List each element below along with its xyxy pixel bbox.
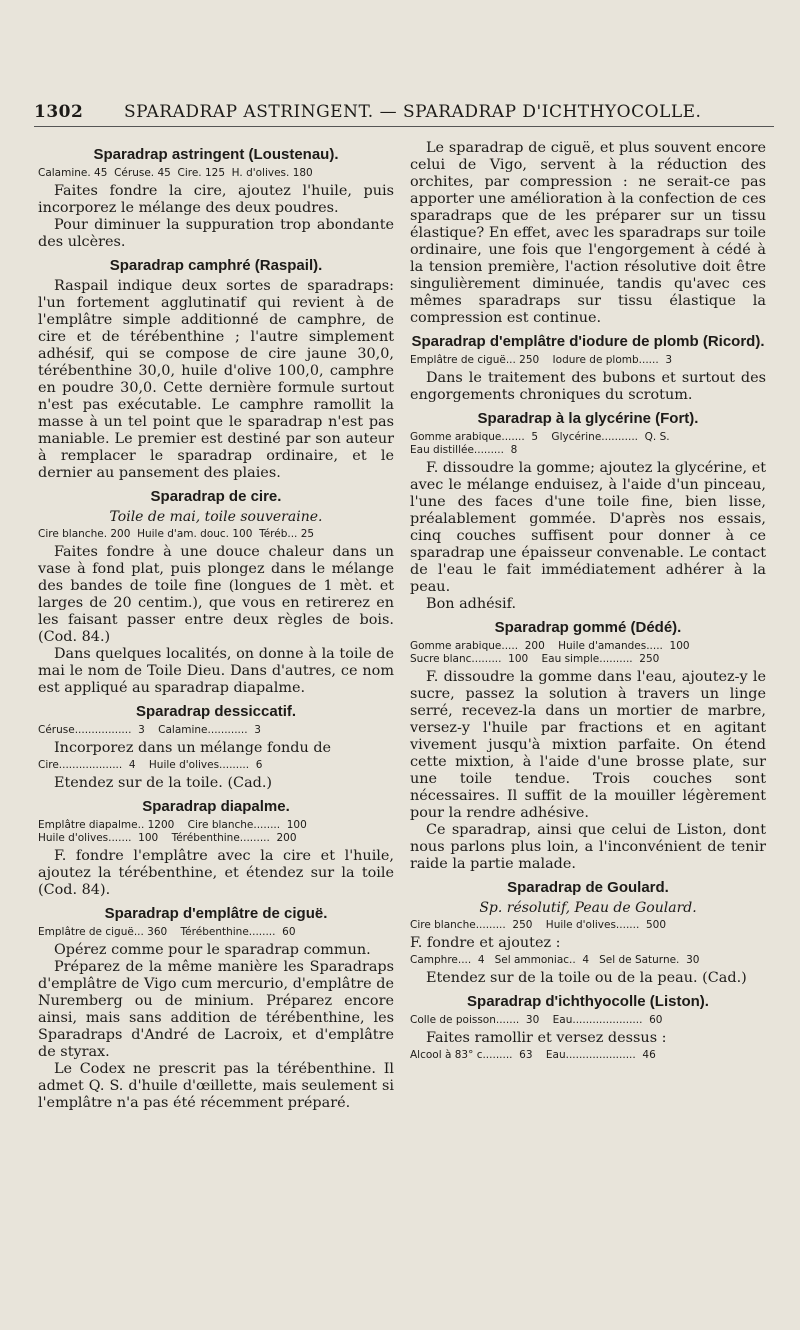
paragraph: Dans le traitement des bubons et surtout des engorgements chroniques du scrotum. (410, 370, 766, 403)
section-title: Sparadrap de cire. (150, 488, 282, 505)
recipe-line: Cire blanche......... 250 Huile d'olives....... 500 (410, 919, 667, 931)
paragraph: Bon adhésif. (426, 596, 517, 612)
recipe-table: Gomme arabique..... 200 Huile d'amandes..... 100 Sucre blanc......... 100 Eau simple.......... 250 (410, 640, 690, 665)
section-title: Sparadrap camphré (Raspail). (109, 257, 323, 274)
paragraph: Etendez sur de la toile. (Cad.) (54, 775, 273, 791)
section-title: Sparadrap d'ichthyocolle (Liston). (467, 993, 709, 1010)
paragraph: Dans quelques localités, on donne à la toile de mai le nom de Toile Dieu. Dans d'autres, ce nom est appliqué au sparadrap diapalme. (38, 646, 394, 696)
section-subtitle: Sp. résolutif, Peau de Goulard. (479, 900, 697, 916)
running-header (34, 102, 774, 127)
left-column (38, 140, 394, 1112)
paragraph: Faites ramollir et versez dessus : (426, 1030, 667, 1046)
paragraph: Le Codex ne prescrit pas la térébenthine. Il admet Q. S. d'huile d'œillette, mais seulement si l'emplâtre n'a pas été récemment préparé. (38, 1061, 394, 1111)
right-column (410, 140, 766, 1065)
recipe-line: Cire blanche. 200 Huile d'am. douc. 100 Téréb... 25 (38, 528, 315, 540)
paragraph: Faites fondre la cire, ajoutez l'huile, puis incorporez le mélange des deux poudres. (38, 183, 394, 216)
recipe-line: Emplâtre de ciguë... 360 Térébenthine........ 60 (38, 926, 296, 938)
paragraph: Incorporez dans un mélange fondu de (54, 740, 332, 756)
paragraph: F. fondre et ajoutez : (410, 935, 561, 951)
paragraph: F. dissoudre la gomme dans l'eau, ajoutez-y le sucre, passez la solution à travers un linge serré, recevez-la dans un mortier de marbre, versez-y l'huile par fractions et en agitant vivement jusqu'à mixtion parfaite. On étend cette mixtion, à l'aide d'une brosse plate, sur une toile tendue. Trois couches sont nécessaires. Il suffit de la mouiller légèrement pour la rendre adhésive. (410, 669, 766, 821)
recipe-line: Colle de poisson....... 30 Eau..................... 60 (410, 1014, 663, 1026)
paragraph: Raspail indique deux sortes de sparadraps: l'un fortement agglutinatif qui revient à de l'emplâtre simple additionné de camphre, de cire et de térébenthine ; l'autre simplement adhésif, qui se compose de cire jaune 30,0, térébenthine 30,0, huile d'olive 100,0, camphre en poudre 30,0. Cette dernière formule surtout n'est pas exécutable. Le camphre ramollit la masse à un tel point que le sparadrap n'est pas maniable. Le premier est destiné par son auteur à remplacer le sparadrap ordinaire, et le dernier au pansement des plaies. (38, 278, 394, 481)
paragraph: Opérez comme pour le sparadrap commun. (54, 942, 371, 958)
recipe-table: Emplâtre diapalme.. 1200 Cire blanche........ 100 Huile d'olives....... 100 Térébenthine......... 200 (38, 819, 307, 844)
recipe-table: Gomme arabique....... 5 Glycérine........... Q. S. Eau distillée......... 8 (410, 431, 670, 456)
page-number: 1302 (34, 102, 84, 122)
recipe-line: Cire................... 4 Huile d'olives......... 6 (38, 759, 263, 771)
section-title: Sparadrap d'emplâtre de ciguë. (104, 905, 328, 922)
paragraph: F. dissoudre la gomme; ajoutez la glycérine, et avec le mélange enduisez, à l'aide d'un pinceau, l'une des faces d'une toile fine, bien lisse, préalablement gommée. D'après nos essais, cinq couches suffisent pour donner à ce sparadrap une épaisseur convenable. Le contact de l'eau le fait immédiatement adhérer à la peau. (410, 460, 766, 595)
recipe-line: Camphre.... 4 Sel ammoniac.. 4 Sel de Saturne. 30 (410, 954, 700, 966)
section-title: Sparadrap d'emplâtre d'iodure de plomb (Ricord). (411, 333, 765, 350)
paragraph: Faites fondre à une douce chaleur dans un vase à fond plat, puis plongez dans le mélange des bandes de toile fine (longues de 1 mèt. et larges de 20 centim.), que vous en retirerez en les faisant passer entre deux règles de bois. (Cod. 84.) (38, 544, 394, 645)
paragraph: Ce sparadrap, ainsi que celui de Liston, dont nous parlons plus loin, a l'inconvénient de tenir raide la partie malade. (410, 822, 766, 872)
section-title: Sparadrap à la glycérine (Fort). (477, 410, 699, 427)
paragraph: Préparez de la même manière les Sparadraps d'emplâtre de Vigo cum mercurio, d'emplâtre de Nuremberg ou de minium. Préparez encore ainsi, mais sans addition de térébenthine, les Sparadraps d'André de Lacroix, et d'emplâtre de styrax. (38, 959, 394, 1060)
section-title: Sparadrap astringent (Loustenau). (93, 146, 339, 163)
paragraph: F. fondre l'emplâtre avec la cire et l'huile, ajoutez la térébenthine, et étendez sur la toile (Cod. 84). (38, 848, 394, 898)
section-title: Sparadrap gommé (Dédé). (494, 619, 682, 636)
recipe-line: Céruse................. 3 Calamine............ 3 (38, 724, 261, 736)
section-subtitle: Toile de mai, toile souveraine. (109, 509, 323, 525)
running-title: SPARADRAP ASTRINGENT. — SPARADRAP D'ICHTHYOCOLLE. (124, 102, 702, 122)
recipe-line: Emplâtre de ciguë... 250 Iodure de plomb...... 3 (410, 354, 673, 366)
recipe-line: Calamine. 45 Céruse. 45 Cire. 125 H. d'olives. 180 (38, 167, 313, 179)
paragraph: Pour diminuer la suppuration trop abondante des ulcères. (38, 217, 394, 250)
section-title: Sparadrap de Goulard. (507, 879, 669, 896)
paragraph: Etendez sur de la toile ou de la peau. (Cad.) (426, 970, 747, 986)
section-title: Sparadrap diapalme. (142, 798, 290, 815)
paragraph: Le sparadrap de ciguë, et plus souvent encore celui de Vigo, servent à la réduction des orchites, par compression : ne serait-ce pas apporter une amélioration à la confection de ces sparadraps que de les préparer sur un tissu élastique? En effet, avec les sparadraps sur toile ordinaire, une fois que l'engorgement à cédé à la tension première, l'action résolutive doit être singulièrement diminuée, tandis qu'avec ces mêmes sparadraps sur tissu élastique la compression est continue. (410, 140, 766, 326)
recipe-line: Alcool à 83° c......... 63 Eau..................... 46 (410, 1049, 656, 1061)
section-title: Sparadrap dessiccatif. (135, 703, 297, 720)
